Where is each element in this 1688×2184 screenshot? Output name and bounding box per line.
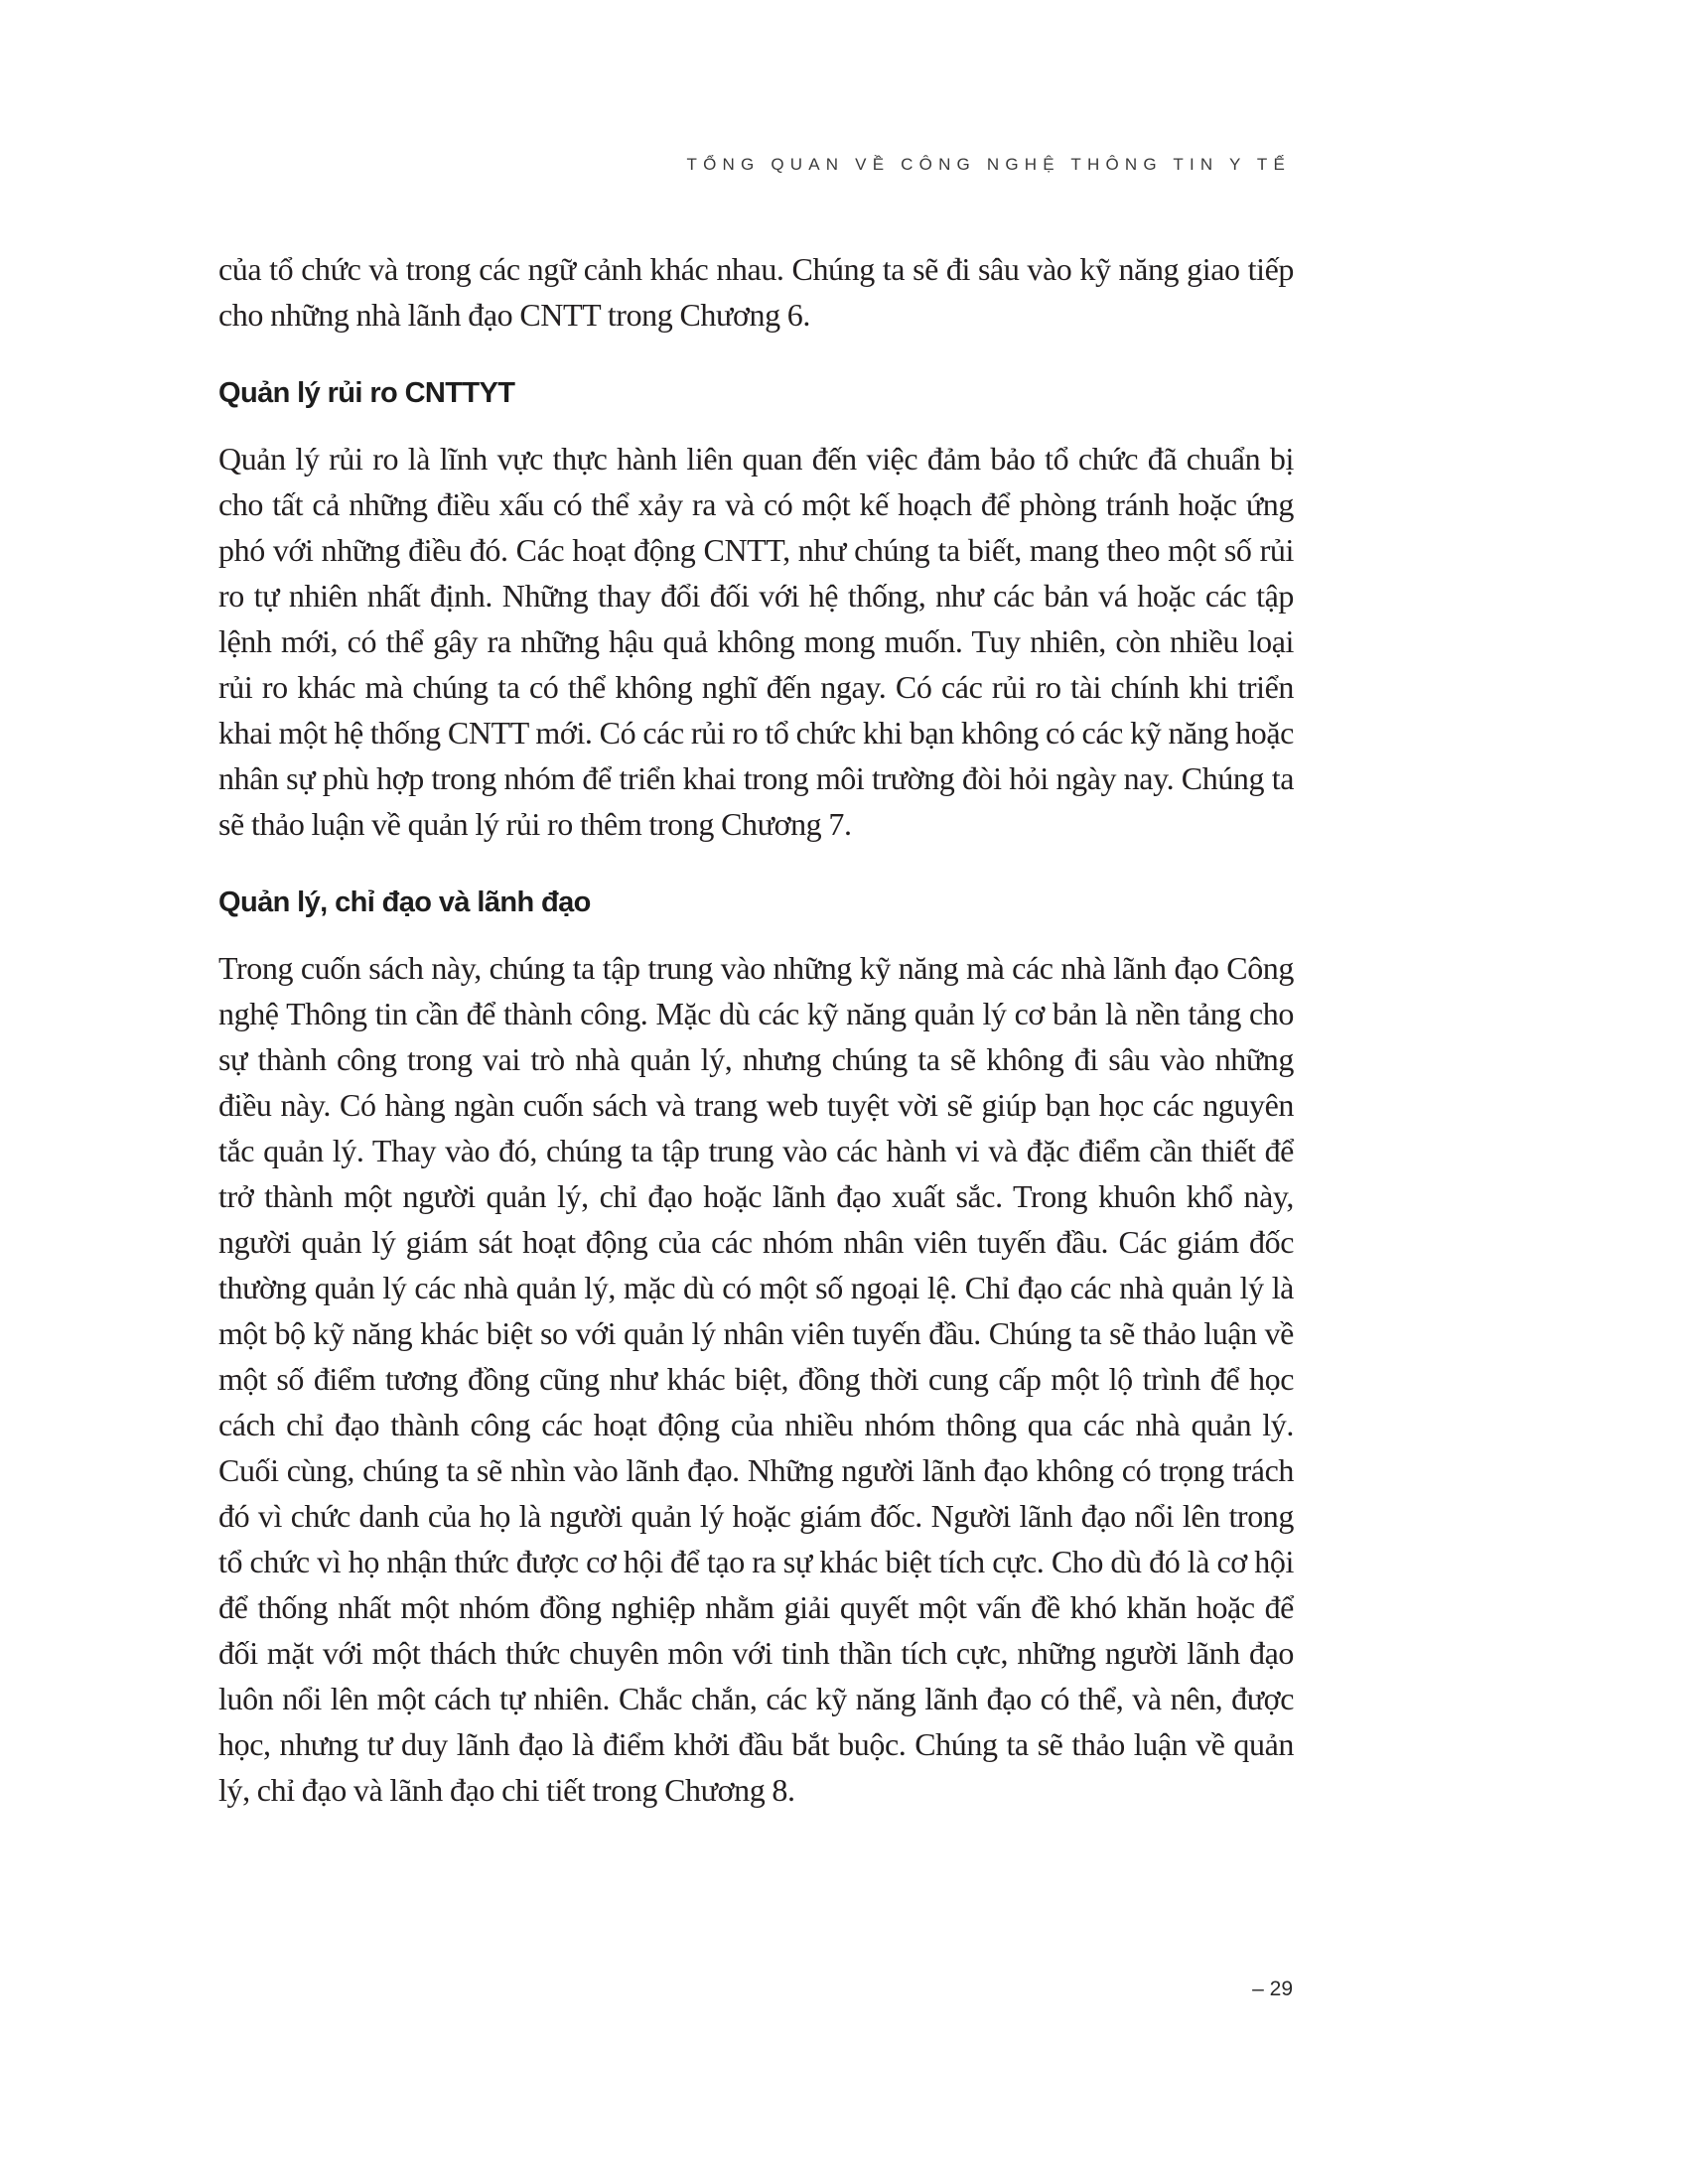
section-heading-management-leadership: Quản lý, chỉ đạo và lãnh đạo [218,887,591,918]
section-paragraph-risk-management: Quản lý rủi ro là lĩnh vực thực hành liên quan đến việc đảm bảo tổ chức đã chuẩn bị cho tất cả những điều xấu có thể xảy ra và có một kế hoạch để phòng tránh hoặc ứng phó với những điều đó. Các hoạt động CNTT, như chúng ta biết, mang theo một số rủi ro tự nhiên nhất định. Những thay đổi đối với hệ thống, như các bản vá hoặc các tập lệnh mới, có thể gây ra những hậu quả không mong muốn. Tuy nhiên, còn nhiều loại rủi ro khác mà chúng ta có thể không nghĩ đến ngay. Có các rủi ro tài chính khi triển khai một hệ thống CNTT mới. Có các rủi ro tổ chức khi bạn không có các kỹ năng hoặc nhân sự phù hợp trong nhóm để triển khai trong môi trường đòi hỏi ngày nay. Chúng ta sẽ thảo luận về quản lý rủi ro thêm trong Chương 7. [218,441,1294,842]
intro-paragraph: của tổ chức và trong các ngữ cảnh khác nhau. Chúng ta sẽ đi sâu vào kỹ năng giao tiếp cho những nhà lãnh đạo CNTT trong Chương 6. [218,251,1294,333]
page-number: – 29 [1252,1978,1293,2000]
running-header: TỔNG QUAN VỀ CÔNG NGHỆ THÔNG TIN Y TẾ [686,155,1291,174]
section-heading-risk-management: Quản lý rủi ro CNTTYT [218,377,515,409]
section-paragraph-management-leadership: Trong cuốn sách này, chúng ta tập trung vào những kỹ năng mà các nhà lãnh đạo Công nghệ Thông tin cần để thành công. Mặc dù các kỹ năng quản lý cơ bản là nền tảng cho sự thành công trong vai trò nhà quản lý, nhưng chúng ta sẽ không đi sâu vào những điều này. Có hàng ngàn cuốn sách và trang web tuyệt vời sẽ giúp bạn học các nguyên tắc quản lý. Thay vào đó, chúng ta tập trung vào các hành vi và đặc điểm cần thiết để trở thành một người quản lý, chỉ đạo hoặc lãnh đạo xuất sắc. Trong khuôn khổ này, người quản lý giám sát hoạt động của các nhóm nhân viên tuyến đầu. Các giám đốc thường quản lý các nhà quản lý, mặc dù có một số ngoại lệ. Chỉ đạo các nhà quản lý là một bộ kỹ năng khác biệt so với quản lý nhân viên tuyến đầu. Chúng ta sẽ thảo luận về một số điểm tương đồng cũng như khác biệt, đồng thời cung cấp một lộ trình để học cách chỉ đạo thành công các hoạt động của nhiều nhóm thông qua các nhà quản lý. Cuối cùng, chúng ta sẽ nhìn vào lãnh đạo. Những người lãnh đạo không có trọng trách đó vì chức danh của họ là người quản lý hoặc giám đốc. Người lãnh đạo nổi lên trong tổ chức vì họ nhận thức được cơ hội để tạo ra sự khác biệt tích cực. Cho dù đó là cơ hội để thống nhất một nhóm đồng nghiệp nhằm giải quyết một vấn đề khó khăn hoặc để đối mặt với một thách thức chuyên môn với tinh thần tích cực, những người lãnh đạo luôn nổi lên một cách tự nhiên. Chắc chắn, các kỹ năng lãnh đạo có thể, và nên, được học, nhưng tư duy lãnh đạo là điểm khởi đầu bắt buộc. Chúng ta sẽ thảo luận về quản lý, chỉ đạo và lãnh đạo chi tiết trong Chương 8. [218,950,1294,1808]
page-body [218,246,1294,1813]
